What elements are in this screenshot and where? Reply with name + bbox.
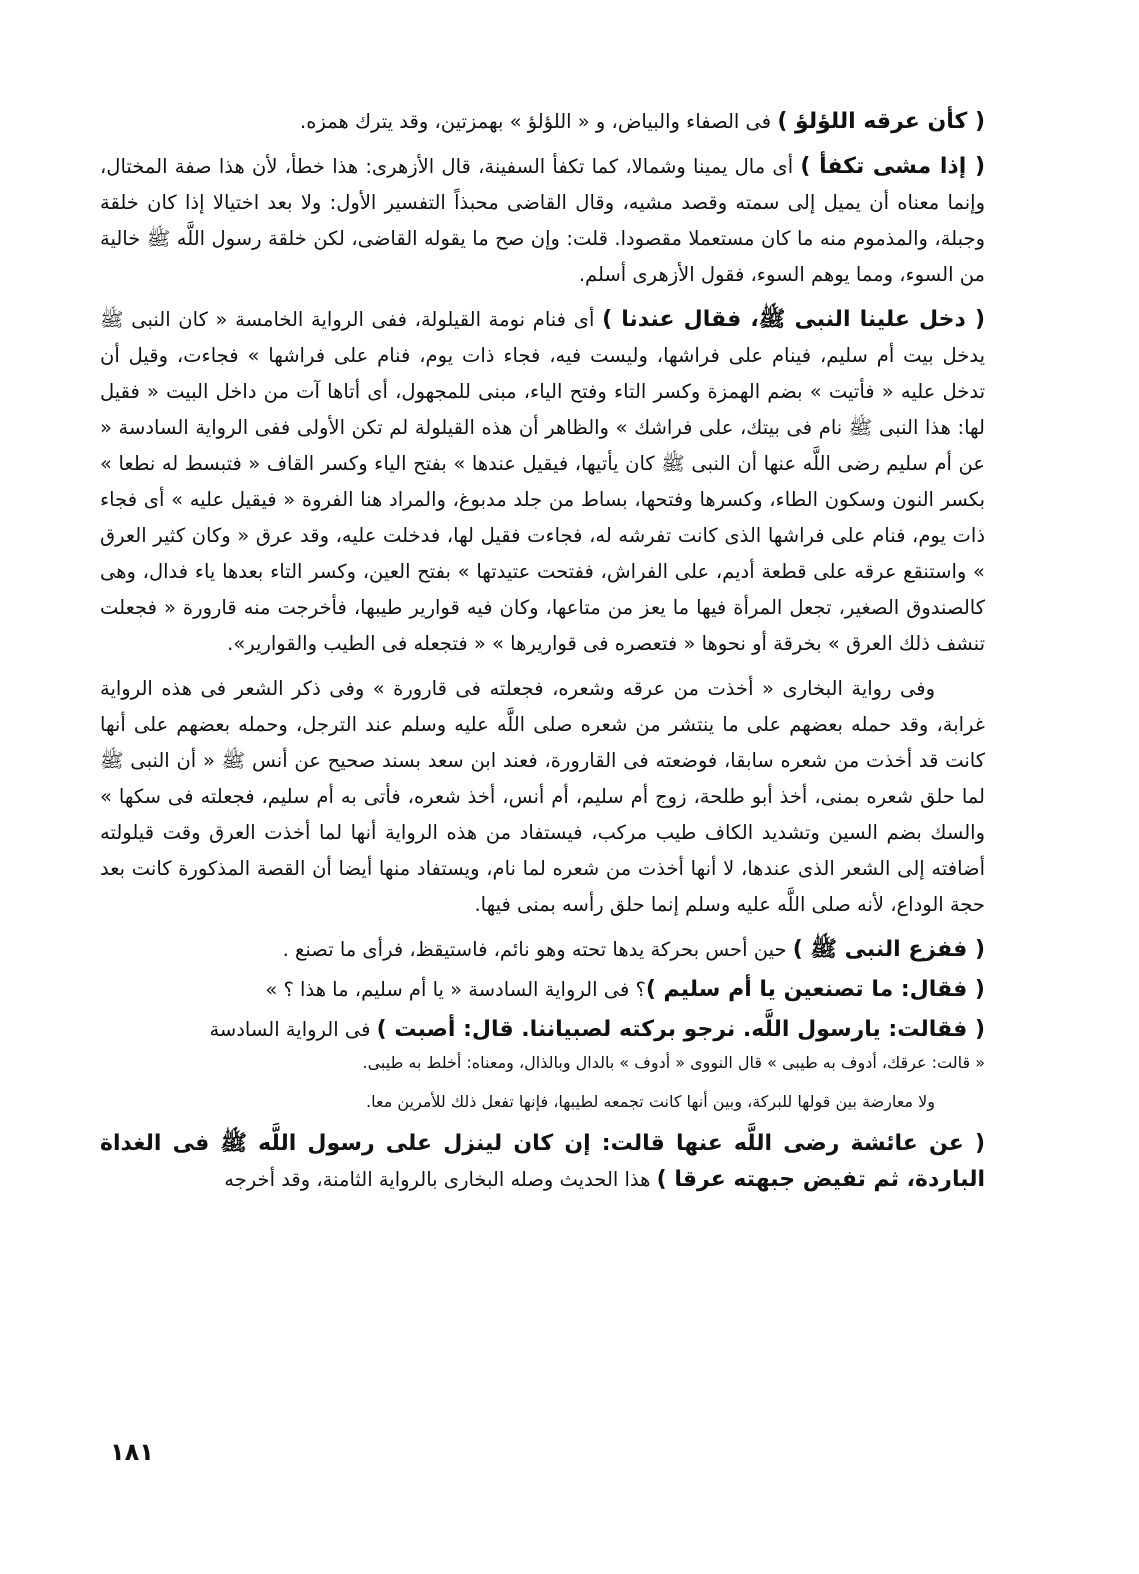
commentary-text: وفى رواية البخارى « أخذت من عرقه وشعره، فجعلته فى قارورة » وفى ذكر الشعر فى هذه الرواية غرابة، وقد حمله بعضهم على ما ينتشر من شعره صلى اللَّه عليه وسلم عند الترجل، وحمله بعضهم على أنها كانت قد أخذت من شعره سابقا، فوضعته فى القارورة، فعند ابن سعد بسند صحيح عن أنس ﷺ « أن النبى ﷺ لما حلق شعره بمنى، أخذ أبو طلحة، زوج أم سليم، أم أنس، أخذ شعره، فأتى به أم سليم، فجعلته فى سكها » والسك بضم السين وتشديد الكاف طيب مركب، فيستفاد من هذه الرواية أنها لما أخذت العرق وقت قيلولته أضافته إلى الشعر الذى عندها، لا أنها أخذت من شعره لما نام، ويستفاد منها أيضا أن القصة المذكورة كانت بعد حجة الوداع، لأنه صلى اللَّه عليه وسلم إنما حلق رأسه بمنى فيها. (100, 677, 985, 916)
paragraph-5 (100, 932, 985, 968)
commentary-text: أى فنام نومة القيلولة، ففى الرواية الخامسة « كان النبى ﷺ يدخل بيت أم سليم، فينام على فراشها، وليست فيه، فجاء ذات يوم، فنام على فراشها » فجاءت، وقيل أن تدخل عليه « فأتيت » بضم الهمزة وكسر التاء وفتح الياء، مبنى للمجهول، أى أتاها آت من داخل البيت « فقيل لها: هذا النبى ﷺ نام فى بيتك، على فراشك » والظاهر أن هذه القيلولة لم تكن الأولى ففى الرواية السادسة « عن أم سليم رضى اللَّه عنها أن النبى ﷺ كان يأتيها، فيقيل عندها » بفتح الياء وكسر القاف « فتبسط له نطعا » بكسر النون وسكون الطاء، وكسرها وفتحها، بساط من جلد مدبوغ، والمراد هنا الفروة « فيقيل عليه » أى فجاء ذات يوم، فنام على فراشها الذى كانت تفرشه له، فجاءت فقيل لها، فدخلت عليه، وقد عرق « وكان كثير العرق » واستنقع عرقه على قطعة أديم، على الفراش، ففتحت عتيدتها » بفتح العين، وكسر التاء بعدها ياء فدال، وهى كالصندوق الصغير، تجعل المرأة فيها ما يعز من متاعها، وكان فيه قوارير طيبها، فأخرجت منه قارورة « فجعلت تنشف ذلك العرق » بخرقة أو نحوها « فتعصره فى قواريرها » « فتجعله فى الطيب والقوارير». (100, 308, 985, 655)
commentary-text: فى الصفاء والبياض، و « اللؤلؤ » بهمزتين، وقد يترك همزه. (300, 110, 778, 133)
commentary-text: حين أحس بحركة يدها تحته وهو نائم، فاستيقظ، فرأى ما تصنع . (282, 938, 793, 961)
paragraph-9 (100, 1087, 985, 1117)
paragraph-3 (100, 302, 985, 662)
paragraph-8 (100, 1048, 985, 1078)
hadith-phrase: ( كأن عرقه اللؤلؤ ) (777, 109, 985, 134)
commentary-text: أى مال يمينا وشمالا، كما تكفأ السفينة، قال الأزهرى: هذا خطأ، لأن هذا صفة المختال، وإنما معناه أن يميل إلى سمته وقصد مشيه، وقال القاضى محبذاً التفسير الأول: ولا بعد اختيالا إذا كان خلقة وجبلة، والمذموم منه ما كان مستعملا مقصودا. قلت: وإن صح ما يقوله القاضى، لكن خلقة رسول اللَّه ﷺ خالية من السوء، ومما يوهم السوء، فقول الأزهرى أسلم. (100, 155, 985, 286)
page-body (100, 100, 985, 1198)
paragraph-2 (100, 149, 985, 293)
hadith-phrase: ( فقال: ما تصنعين يا أم سليم ) (645, 977, 985, 1002)
page-number: ١٨١ (110, 1438, 154, 1466)
paragraph-10 (100, 1126, 985, 1198)
paragraph-4 (100, 671, 985, 923)
hadith-phrase: ( إذا مشى تكفأ ) (800, 154, 985, 179)
commentary-text: « قالت: عرقك، أدوف به طيبى » قال النووى « أدوف » بالدال وبالذال، ومعناه: أخلط به طيبى. (362, 1053, 985, 1072)
hadith-phrase: ( دخل علينا النبى ﷺ، فقال عندنا ) (602, 307, 985, 332)
paragraph-6 (100, 972, 985, 1008)
hadith-phrase: ( عن عائشة رضى اللَّه عنها قالت: إن كان لينزل على رسول اللَّه ﷺ فى الغداة الباردة، ثم تفيض جبهته عرقا ) (100, 1131, 985, 1192)
commentary-text: ولا معارضة بين قولها للبركة، وبين أنها كانت تجمعه لطيبها، فإنها تفعل ذلك للأمرين معا. (366, 1092, 935, 1111)
paragraph-1 (100, 104, 985, 140)
commentary-text: هذا الحديث وصله البخارى بالرواية الثامنة، وقد أخرجه (224, 1168, 657, 1191)
paragraph-7 (100, 1012, 985, 1048)
commentary-text: ؟ فى الرواية السادسة « يا أم سليم، ما هذا ؟ » (265, 978, 646, 1001)
commentary-text: فى الرواية السادسة (209, 1018, 377, 1041)
hadith-phrase: ( ففزع النبى ﷺ ) (792, 937, 985, 962)
hadith-phrase: ( فقالت: يارسول اللَّه. نرجو بركته لصبياننا. قال: أصبت ) (376, 1017, 985, 1042)
